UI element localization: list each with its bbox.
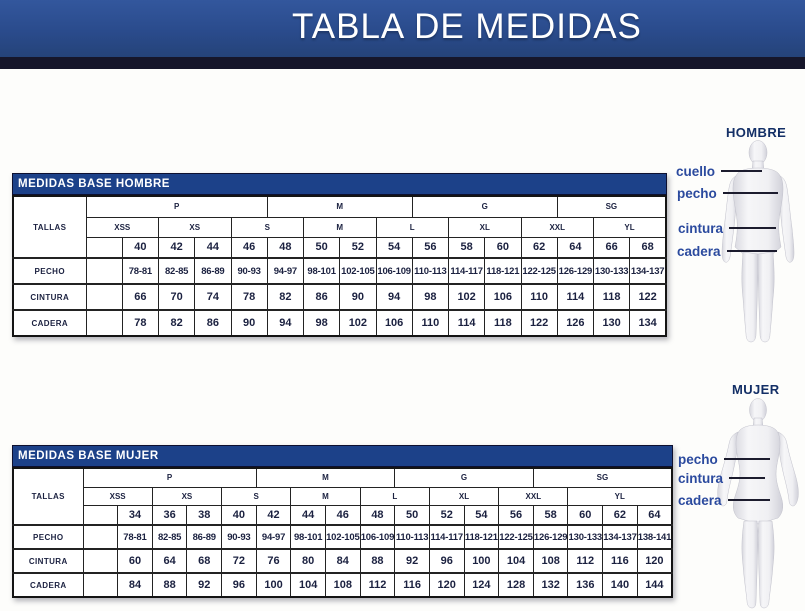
measure-cell: 144 [637,573,672,597]
body-label-cadera-w [678,492,770,508]
measure-cell: 120 [637,549,672,573]
row-label-cell: CINTURA [13,284,86,310]
row-label-cell: CADERA [13,573,83,597]
measure-cell: 134-137 [630,258,666,284]
group-row [13,468,672,487]
measure-cell: 120 [429,573,464,597]
group-cell: M [256,468,395,487]
body-label-text: pecho [678,451,718,467]
measure-row [13,525,672,549]
title-banner [0,0,805,57]
measure-cell: 70 [159,284,195,310]
measure-cell: 86-89 [195,258,231,284]
measure-cell: 90 [231,310,267,336]
measure-cell: 102 [340,310,376,336]
number-cell: 42 [159,237,195,258]
measure-cell: 116 [603,549,638,573]
number-cell: 52 [340,237,376,258]
number-cell: 50 [395,505,430,525]
group-row [13,196,666,217]
female-figure-title: MUJER [732,382,780,397]
measure-cell: 82-85 [159,258,195,284]
measure-cell: 110-113 [412,258,448,284]
measure-cell: 122 [630,284,666,310]
body-label-cuello [676,163,762,179]
measure-cell: 82 [159,310,195,336]
measure-cell: 106 [376,310,412,336]
group-cell: G [412,196,557,217]
measure-cell: 94-97 [267,258,303,284]
pointer-line [721,170,762,172]
number-row [13,505,672,525]
measure-cell: 96 [222,573,257,597]
measure-cell: 132 [533,573,568,597]
number-cell: 44 [195,237,231,258]
measure-cell: 82-85 [152,525,187,549]
measure-row [13,573,672,597]
measure-row [13,310,666,336]
size-cell: YL [568,487,672,505]
measure-cell: 122-125 [499,525,534,549]
measure-cell: 98 [304,310,340,336]
size-cell: XS [159,217,232,237]
size-cell: XXL [499,487,568,505]
size-cell: L [360,487,429,505]
measure-cell: 116 [395,573,430,597]
measure-cell: 138-141 [637,525,672,549]
measure-cell: 108 [325,573,360,597]
group-cell: M [267,196,412,217]
measure-cell: 114 [557,284,593,310]
measure-cell: 126 [557,310,593,336]
number-cell: 56 [412,237,448,258]
number-cell: 36 [152,505,187,525]
measure-cell: 96 [429,549,464,573]
measure-row [13,258,666,284]
measure-row [13,549,672,573]
measure-cell: 86 [304,284,340,310]
measure-cell: 60 [118,549,153,573]
measure-cell: 68 [187,549,222,573]
tallas-header-cell: TALLAS [13,196,86,258]
measure-cell: 86 [195,310,231,336]
body-label-text: cadera [677,243,721,259]
number-cell: 38 [187,505,222,525]
measure-cell: 78 [122,310,158,336]
measure-cell: 72 [222,549,257,573]
measure-cell [86,258,122,284]
measure-cell: 130-133 [594,258,630,284]
number-cell: 58 [449,237,485,258]
size-row [13,487,672,505]
measure-row [13,284,666,310]
group-cell: G [395,468,534,487]
number-cell [86,237,122,258]
measure-cell: 136 [568,573,603,597]
measure-cell: 98-101 [291,525,326,549]
measure-cell: 64 [152,549,187,573]
measure-cell: 112 [568,549,603,573]
number-cell: 34 [118,505,153,525]
size-row [13,217,666,237]
body-label-text: pecho [677,185,717,201]
measure-cell: 126-129 [533,525,568,549]
measure-cell: 124 [464,573,499,597]
tallas-header-cell: TALLAS [13,468,83,525]
measure-cell: 84 [325,549,360,573]
body-label-text: cadera [678,492,722,508]
measure-cell: 88 [152,573,187,597]
number-cell: 42 [256,505,291,525]
number-cell: 48 [360,505,395,525]
measure-cell: 90 [340,284,376,310]
number-cell [83,505,118,525]
measure-cell: 78-81 [118,525,153,549]
number-cell: 48 [267,237,303,258]
size-cell: M [291,487,360,505]
measure-cell: 114 [449,310,485,336]
number-cell: 64 [637,505,672,525]
measure-cell: 108 [533,549,568,573]
measure-cell: 106 [485,284,521,310]
measure-cell: 78-81 [122,258,158,284]
body-label-text: cuello [676,163,716,179]
body-label-pecho-m [677,185,778,201]
number-cell: 64 [557,237,593,258]
measure-cell: 100 [256,573,291,597]
number-cell: 56 [499,505,534,525]
body-label-text: cintura [678,470,724,486]
measure-cell: 98 [412,284,448,310]
pointer-line [724,458,770,460]
number-cell: 66 [594,237,630,258]
size-cell: XL [449,217,522,237]
measure-cell: 102-105 [340,258,376,284]
size-cell: L [376,217,449,237]
measure-cell: 110 [521,284,557,310]
measure-cell: 112 [360,573,395,597]
banner-stripe [0,57,805,69]
size-cell: XS [152,487,221,505]
number-cell: 40 [122,237,158,258]
size-cell: XSS [83,487,152,505]
group-cell: SG [533,468,672,487]
pointer-line [729,227,776,229]
measure-cell: 106-109 [376,258,412,284]
measure-cell: 94 [267,310,303,336]
measure-cell: 118 [485,310,521,336]
measure-cell [86,284,122,310]
measure-cell: 122 [521,310,557,336]
measure-cell: 76 [256,549,291,573]
male-figure-title: HOMBRE [726,125,787,140]
measure-cell [83,525,118,549]
measure-cell: 94-97 [256,525,291,549]
measure-cell: 88 [360,549,395,573]
measure-cell: 84 [118,573,153,597]
measure-cell: 110 [412,310,448,336]
size-cell: S [222,487,291,505]
measure-cell: 140 [603,573,638,597]
women-table-title-bar [12,445,673,467]
size-cell: M [304,217,377,237]
measure-cell: 126-129 [557,258,593,284]
men-table-section [12,173,667,337]
number-row [13,237,666,258]
measure-cell: 134 [630,310,666,336]
measure-cell: 94 [376,284,412,310]
measure-cell: 114-117 [429,525,464,549]
measure-cell: 118-121 [464,525,499,549]
body-label-text: cintura [678,220,724,236]
row-label-cell: CADERA [13,310,86,336]
size-cell: S [231,217,304,237]
size-cell: XL [429,487,498,505]
number-cell: 60 [568,505,603,525]
measure-cell: 118 [594,284,630,310]
measure-cell: 110-113 [395,525,430,549]
measure-cell: 130 [594,310,630,336]
measure-cell [86,310,122,336]
measure-cell: 66 [122,284,158,310]
measure-cell: 118-121 [485,258,521,284]
measure-cell: 90-93 [222,525,257,549]
measure-cell: 122-125 [521,258,557,284]
women-table-title: MEDIDAS BASE MUJER [18,450,159,462]
body-label-cadera-m [677,243,777,259]
measure-cell: 86-89 [187,525,222,549]
measure-cell: 92 [395,549,430,573]
women-size-table [12,467,673,598]
number-cell: 50 [304,237,340,258]
number-cell: 54 [376,237,412,258]
size-cell: XXL [521,217,594,237]
number-cell: 44 [291,505,326,525]
pointer-line [723,192,778,194]
pointer-line [729,477,765,479]
measure-cell: 130-133 [568,525,603,549]
measure-cell: 98-101 [304,258,340,284]
measure-cell: 114-117 [449,258,485,284]
measure-cell: 74 [195,284,231,310]
number-cell: 68 [630,237,666,258]
number-cell: 58 [533,505,568,525]
row-label-cell: PECHO [13,258,86,284]
number-cell: 46 [231,237,267,258]
number-cell: 62 [603,505,638,525]
body-label-cintura-m [678,220,776,236]
pointer-line [728,499,770,501]
measure-cell [83,549,118,573]
page-title: TABLA DE MEDIDAS [292,7,642,46]
body-label-pecho-w [678,451,770,467]
men-size-table [12,195,667,337]
women-table-section [12,445,673,598]
number-cell: 40 [222,505,257,525]
measure-cell: 102-105 [325,525,360,549]
number-cell: 60 [485,237,521,258]
measure-cell: 134-137 [603,525,638,549]
measure-cell: 104 [499,549,534,573]
measure-cell: 106-109 [360,525,395,549]
measure-cell: 78 [231,284,267,310]
measure-cell: 102 [449,284,485,310]
number-cell: 52 [429,505,464,525]
number-cell: 62 [521,237,557,258]
measure-cell: 80 [291,549,326,573]
measure-cell: 92 [187,573,222,597]
measure-cell: 100 [464,549,499,573]
group-cell: P [86,196,267,217]
row-label-cell: CINTURA [13,549,83,573]
size-cell: XSS [86,217,159,237]
measure-cell: 82 [267,284,303,310]
measure-cell: 104 [291,573,326,597]
body-label-cintura-w [678,470,765,486]
men-table-title-bar [12,173,667,195]
pointer-line [727,250,777,252]
number-cell: 46 [325,505,360,525]
size-cell: YL [594,217,667,237]
group-cell: SG [557,196,666,217]
measure-cell: 128 [499,573,534,597]
measure-cell [83,573,118,597]
number-cell: 54 [464,505,499,525]
row-label-cell: PECHO [13,525,83,549]
measure-cell: 90-93 [231,258,267,284]
group-cell: P [83,468,256,487]
men-table-title: MEDIDAS BASE HOMBRE [18,178,170,190]
